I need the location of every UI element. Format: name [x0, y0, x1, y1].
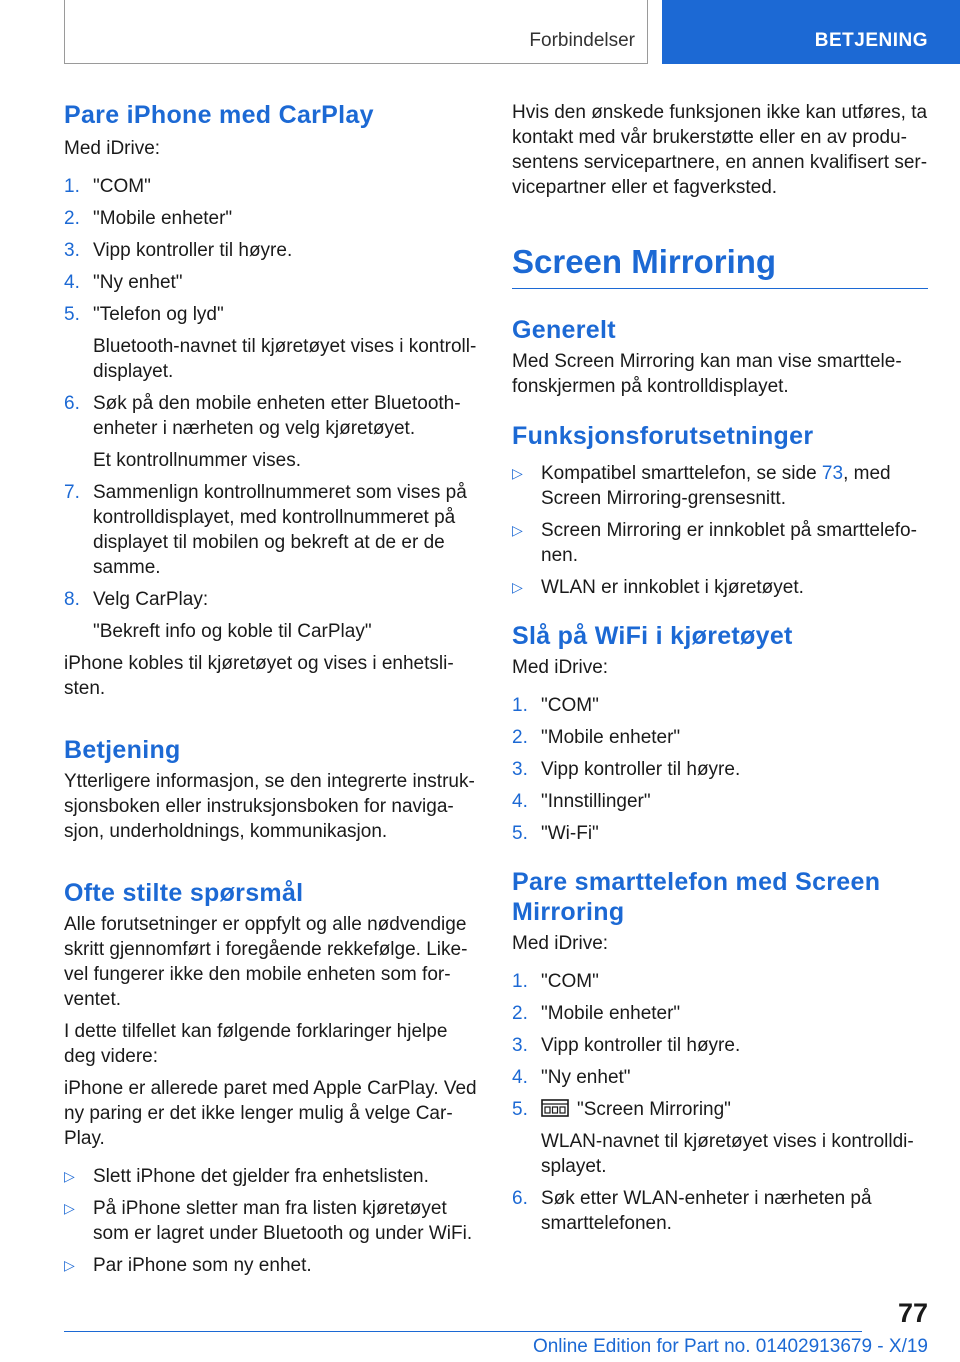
pair-steps	[512, 969, 928, 1236]
list-item: 2. "Mobile enheter"	[64, 208, 233, 229]
continued-text: Hvis den ønskede funksjonen ikke kan utføres, ta kontakt med vår brukerstøtte eller en av produsentens servicepartnere, en annen kvalifisert servicepartner eller et fagverksted.	[512, 102, 928, 198]
general-heading: Generelt	[512, 316, 616, 344]
list-item: 4. "Ny enhet"	[512, 1067, 631, 1088]
carplay-result: iPhone kobles til kjøretøyet og vises i enhetslisten.	[64, 653, 454, 699]
list-item: 1. "COM"	[64, 176, 151, 197]
carplay-steps	[64, 174, 480, 644]
list-item: ▷ Slett iPhone det gjelder fra enhetslisten.	[64, 1166, 429, 1187]
betjening-heading: Betjening	[64, 736, 181, 764]
screen-mirroring-heading: Screen Mirroring	[512, 242, 928, 289]
wifi-steps	[512, 693, 928, 846]
triangle-bullet-icon: ▷	[64, 1168, 75, 1184]
carplay-intro: Med iDrive:	[64, 138, 161, 159]
chapter-tab[interactable]	[662, 0, 960, 64]
faq-bullets	[64, 1164, 480, 1278]
list-item: 1. "COM"	[512, 695, 599, 716]
triangle-bullet-icon: ▷	[512, 579, 523, 595]
wifi-intro: Med iDrive:	[512, 657, 609, 678]
header-section-box	[64, 0, 648, 64]
list-item: 4. "Ny enhet"	[64, 272, 183, 293]
faq-paragraph: Alle forutsetninger er oppfylt og alle nødvendige skritt gjennomført i foregående rekkefølge. Likevel fungerer ikke den mobile enheten som forventet.	[64, 914, 468, 1010]
list-item: ▷ Par iPhone som ny enhet.	[64, 1255, 312, 1276]
list-item: 8. Velg CarPlay: "Bekreft info og koble til CarPlay"	[64, 589, 372, 642]
pair-heading: Pare smarttelefon med Screen Mirroring	[512, 868, 881, 926]
page-number: 77	[897, 1298, 928, 1328]
list-item: 3. Vipp kontroller til høyre.	[64, 240, 293, 261]
list-item: 5. "Wi-Fi"	[512, 823, 599, 844]
list-item: 6. Søk på den mobile enheten etter Bluetooth-enheter i nærheten og velg kjøretøyet. Et kontrollnummer vises.	[64, 393, 461, 471]
list-item: 5. "Telefon og lyd" Bluetooth-navnet til kjøretøyet vises i kontrolldisplayet.	[64, 304, 477, 382]
list-item: 6. Søk etter WLAN-enheter i nærheten på smarttelefonen.	[512, 1188, 872, 1234]
list-item: 5. "Screen Mirroring" WLAN-navnet til kjøretøyet vises i kontrolldisplayet.	[512, 1099, 914, 1177]
wifi-heading: Slå på WiFi i kjøretøyet	[512, 622, 793, 650]
carplay-heading: Pare iPhone med CarPlay	[64, 101, 374, 129]
list-item: ▷ WLAN er innkoblet i kjøretøyet.	[512, 577, 804, 598]
faq-paragraph: I dette tilfellet kan følgende forklaringer hjelpe deg videre:	[64, 1021, 448, 1067]
footer-divider	[64, 1331, 862, 1332]
list-item: ▷ Screen Mirroring er innkoblet på smarttelefonen.	[512, 520, 917, 566]
list-item: 3. Vipp kontroller til høyre.	[512, 1035, 741, 1056]
list-item: ▷ Kompatibel smarttelefon, se side 73, med Screen Mirroring-grensesnitt.	[512, 463, 891, 509]
list-item: 7. Sammenlign kontrollnummeret som vises på kontrolldisplayet, med kontrollnummeret på displayet til mobilen og bekreft at de er de samme.	[64, 482, 467, 578]
triangle-bullet-icon: ▷	[512, 522, 523, 538]
triangle-bullet-icon: ▷	[64, 1257, 75, 1273]
faq-paragraph: iPhone er allerede paret med Apple CarPlay. Ved ny paring er det ikke lenger mulig å velge CarPlay.	[64, 1078, 477, 1149]
section-title: Forbindelser	[529, 30, 635, 51]
list-item: 2. "Mobile enheter"	[512, 727, 681, 748]
triangle-bullet-icon: ▷	[64, 1200, 75, 1216]
screen-mirroring-icon	[541, 1099, 569, 1117]
page-link[interactable]: 73	[821, 463, 844, 484]
right-column	[512, 100, 928, 1243]
footer-edition: Online Edition for Part no. 01402913679 - X/19	[532, 1336, 928, 1357]
list-item: 4. "Innstillinger"	[512, 791, 651, 812]
requirements-bullets	[512, 461, 928, 600]
triangle-bullet-icon: ▷	[512, 465, 523, 481]
pair-intro: Med iDrive:	[512, 933, 609, 954]
general-text: Med Screen Mirroring kan man vise smarttelefonskjermen på kontrolldisplayet.	[512, 351, 902, 397]
betjening-text: Ytterligere informasjon, se den integrerte instruksjonsboken eller instruksjonsboken for navigasjon, underholdnings, kommunikasjon.	[64, 771, 475, 842]
list-item: 1. "COM"	[512, 971, 599, 992]
list-item: 3. Vipp kontroller til høyre.	[512, 759, 741, 780]
list-item: 2. "Mobile enheter"	[512, 1003, 681, 1024]
faq-heading: Ofte stilte spørsmål	[64, 879, 304, 907]
requirements-heading: Funksjonsforutsetninger	[512, 422, 814, 450]
list-item: ▷ På iPhone sletter man fra listen kjøretøyet som er lagret under Bluetooth og under WiFi.	[64, 1198, 473, 1244]
left-column	[64, 100, 480, 1285]
chapter-tab-label: BETJENING	[814, 30, 928, 51]
